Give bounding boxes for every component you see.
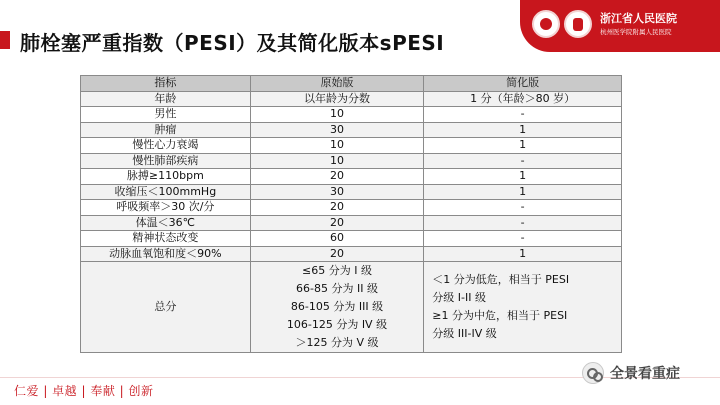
table-row [81,122,622,138]
total-simplified-line: 分级 III-IV 级 [432,327,497,340]
pesi-table [80,75,622,353]
hospital-subname: 杭州医学院附属人民医院 [600,28,672,36]
cell-indicator: 收缩压＜100mmHg [81,184,251,200]
cell-simplified: 1 [424,169,622,185]
cell-original: 30 [250,122,424,138]
total-simplified-line: ＜1 分为低危，相当于 PESI [432,273,570,286]
title-accent-bar [0,31,10,49]
table-row [81,184,622,200]
header-simplified: 简化版 [424,76,622,92]
table-row [81,215,622,231]
cell-indicator: 男性 [81,107,251,123]
total-original-cell [250,262,424,353]
cell-simplified: 1 分（年龄＞80 岁） [424,91,622,107]
cell-simplified: 1 [424,122,622,138]
cell-original: 20 [250,200,424,216]
table-row [81,231,622,247]
total-original-line: ＞125 分为 V 级 [295,336,379,349]
cell-indicator: 脉搏≥110bpm [81,169,251,185]
page-title: 肺栓塞严重指数（PESI）及其简化版本sPESI [20,31,445,55]
table-row [81,153,622,169]
table-row [81,169,622,185]
table-total-row [81,262,622,353]
cell-indicator: 精神状态改变 [81,231,251,247]
pesi-table-container [80,75,622,353]
cell-original: 10 [250,153,424,169]
cell-original: 20 [250,246,424,262]
total-label: 总分 [81,262,251,353]
cell-simplified: - [424,231,622,247]
cell-simplified: 1 [424,184,622,200]
cell-simplified: - [424,215,622,231]
cell-original: 30 [250,184,424,200]
total-original-line: 86-105 分为 III 级 [290,300,384,313]
header-indicator: 指标 [81,76,251,92]
total-simplified-line: 分级 I-II 级 [432,291,486,304]
table-row [81,107,622,123]
table-row [81,91,622,107]
table-row [81,200,622,216]
cell-indicator: 动脉血氧饱和度＜90% [81,246,251,262]
cell-simplified: 1 [424,246,622,262]
cell-original: 以年龄为分数 [250,91,424,107]
cell-simplified: - [424,200,622,216]
table-row [81,246,622,262]
cell-simplified: - [424,153,622,169]
cell-indicator: 肿瘤 [81,122,251,138]
cell-indicator: 呼吸频率＞30 次/分 [81,200,251,216]
wechat-icon [582,362,604,384]
total-original-line: 66-85 分为 II 级 [296,282,378,295]
total-original-line: 106-125 分为 IV 级 [286,318,388,331]
cell-original: 20 [250,215,424,231]
cell-simplified: - [424,107,622,123]
cell-indicator: 年龄 [81,91,251,107]
hospital-logo-icon [532,10,560,38]
total-simplified-line: ≥1 分为中危，相当于 PESI [432,309,568,322]
table-row [81,138,622,154]
wechat-account-name: 全景看重症 [610,366,680,382]
cell-indicator: 慢性肺部疾病 [81,153,251,169]
cell-indicator: 体温＜36℃ [81,215,251,231]
hospital-banner [520,0,720,52]
wechat-watermark [582,362,680,384]
cell-simplified: 1 [424,138,622,154]
footer-motto: 仁爱 | 卓越 | 奉献 | 创新 [14,384,154,398]
cell-original: 20 [250,169,424,185]
cell-original: 10 [250,107,424,123]
cell-indicator: 慢性心力衰竭 [81,138,251,154]
table-header-row [81,76,622,92]
cell-original: 10 [250,138,424,154]
total-original-line: ≤65 分为 I 级 [302,264,372,277]
cell-original: 60 [250,231,424,247]
hospital-name: 浙江省人民医院 [600,12,677,25]
total-simplified-cell [424,262,622,353]
header-original: 原始版 [250,76,424,92]
college-logo-icon [564,10,592,38]
